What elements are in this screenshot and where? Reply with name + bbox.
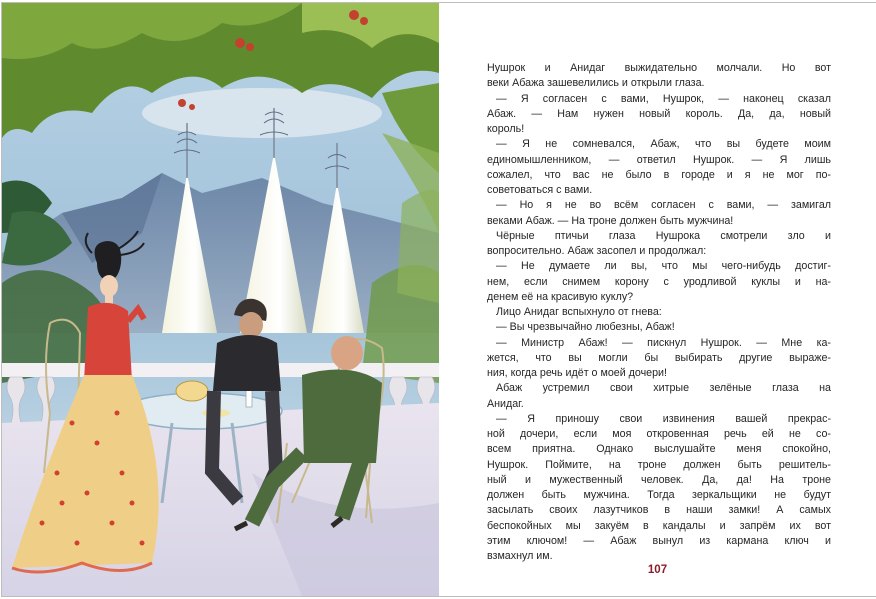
text-line: засылать своих лазутчиков в наши замки! А самых bbox=[487, 504, 831, 517]
text-line: денем её на красивую куклу? bbox=[487, 290, 634, 303]
text-line: ния, когда речь идёт о моей дочери! bbox=[487, 367, 667, 379]
story-text bbox=[487, 61, 831, 564]
text-line: сожалел, что вас не было в городе и я не мог по- bbox=[487, 168, 831, 181]
text-line: — Не думаете ли вы, что мы чего-нибудь достиг- bbox=[496, 260, 831, 273]
page-number: 107 bbox=[647, 564, 668, 576]
text-line: веки Абажа зашевелились и открыли глаза. bbox=[487, 77, 705, 90]
text-line: взмахнул им. bbox=[487, 550, 553, 562]
text-line: Абаж устремил свои хитрые зелёные глаза на bbox=[496, 382, 831, 395]
illustration bbox=[2, 3, 439, 596]
text-line: — Я приношу свои извинения вашей прекрас- bbox=[496, 412, 831, 425]
text-line: беспокойных мы закуём в кандалы и запрём их вот bbox=[487, 519, 831, 532]
text-line: всем приятна. Однако выслушайте меня спокойно, bbox=[487, 443, 831, 456]
text-line: король! bbox=[487, 123, 525, 135]
text-page bbox=[439, 3, 876, 596]
text-line: — Вы чрезвычайно любезны, Абаж! bbox=[496, 321, 675, 334]
text-line: единомышленником, — ответил Нушрок. — Я лишь bbox=[487, 153, 831, 166]
text-line: Нушрок и Анидаг выжидательно молчали. Но вот bbox=[487, 62, 831, 74]
text-line: советоваться с вами. bbox=[487, 184, 593, 196]
text-line: вопросительно. Абаж засопел и продолжал: bbox=[487, 245, 707, 257]
text-line: Абаж. — Нам нужен новый король. Да, да, новый bbox=[487, 107, 831, 120]
text-line: ной дочери, если моя откровенная речь ей не со- bbox=[487, 428, 831, 440]
text-line: веками Абаж. — На троне должен быть мужчина! bbox=[487, 214, 734, 227]
text-line: ный и мужественный человек. Да, да! На троне bbox=[487, 473, 831, 486]
text-line: Лицо Анидаг вспыхнуло от гнева: bbox=[496, 306, 662, 318]
text-line: — Министр Абаж! — пискнул Нушрок. — Мне ка- bbox=[496, 336, 831, 349]
book-spread bbox=[1, 2, 876, 597]
text-line: этим ключом! — Абаж вынул из кармана ключ и bbox=[487, 534, 831, 547]
text-line: — Я не сомневался, Абаж, что вы будете моим bbox=[496, 138, 831, 151]
text-line: — Я согласен с вами, Нушрок, — наконец сказал bbox=[496, 92, 831, 105]
text-line: жется, что вы могли бы выбирать другие выраже- bbox=[487, 351, 831, 364]
text-line: должен быть мужчина. Тогда зеркальщики не будут bbox=[487, 489, 831, 501]
text-line: Нушрок. Поймите, на троне должен быть решитель- bbox=[487, 458, 831, 471]
text-line: Чёрные птичьи глаза Нушрока смотрели зло и bbox=[496, 229, 831, 242]
text-line: — Но я не во всём согласен с вами, — замигал bbox=[496, 199, 831, 212]
text-line: нем, если снимем корону с уродливой куклы и на- bbox=[487, 275, 831, 288]
text-line: Анидаг. bbox=[487, 397, 524, 410]
